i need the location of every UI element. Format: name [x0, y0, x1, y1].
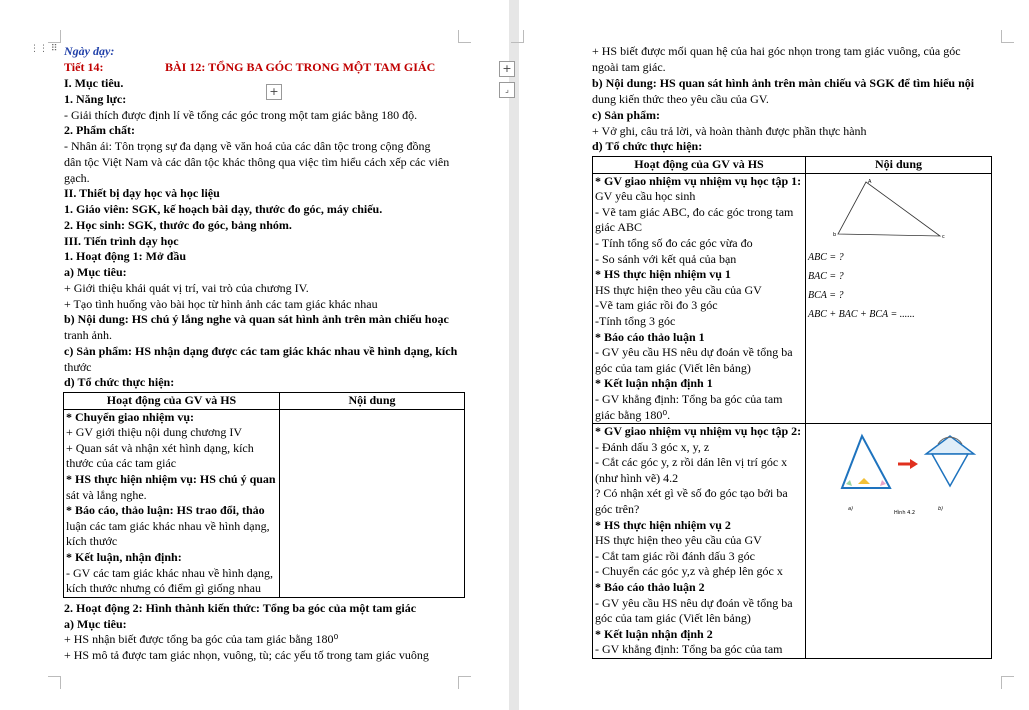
- table-cell-line: * HS thực hiện nhiệm vụ: HS chú ý quan: [66, 471, 276, 486]
- table-cell-line: kích thước nhưng có điểm gì giống nhau: [66, 581, 261, 596]
- text-line: b) Nội dung: HS chú ý lắng nghe và quan sát hình ảnh trên màn chiếu hoạc: [64, 312, 449, 327]
- angle-formulas: [808, 248, 989, 324]
- table-cell-line: - Đánh dấu 3 góc x, y, z: [595, 439, 710, 454]
- table-cell-figure-1: [806, 173, 992, 424]
- angles-joined-top: [926, 436, 974, 454]
- table-cell-figure-2: [806, 424, 992, 659]
- formula-abc: ABC = ?: [808, 251, 844, 263]
- table-cell-line: * Báo cáo thảo luận 2: [595, 580, 705, 595]
- text-line: + HS mô tả được tam giác nhọn, vuông, tù; các yếu tố trong tam giác vuông: [64, 647, 429, 662]
- text-line: 1. Giáo viên: SGK, kế hoạch bài dạy, thước đo góc, máy chiếu.: [64, 202, 383, 216]
- text-line: c) Sản phẩm:: [592, 107, 661, 122]
- table-cell-line: - Chuyển các góc y,z và ghép lên góc x: [595, 564, 783, 579]
- table-cell-line: * GV giao nhiệm vụ nhiệm vụ học tập 1:: [595, 173, 802, 188]
- table-cell-line: HS thực hiện theo yêu cầu của GV: [595, 533, 762, 548]
- text-line: a) Mục tiêu:: [64, 616, 127, 631]
- text-line: 2. Phẩm chất:: [64, 123, 135, 138]
- figure-label-a: a): [848, 506, 854, 513]
- triangle-abc-figure: [808, 176, 988, 242]
- arrow-right-icon: [910, 459, 918, 469]
- table-cell-line: giác ABC: [595, 220, 642, 235]
- table-cell-line: - GV khẳng định: Tổng ba góc của tam: [595, 642, 783, 657]
- table-cell-line: + Quan sát và nhận xét hình dạng, kích: [66, 440, 254, 455]
- margin-corner-mark: [458, 676, 471, 689]
- text-line: 2. Hoạt động 2: Hình thành kiến thức: Tổng ba góc của một tam giác: [64, 601, 417, 615]
- margin-corner-mark: [458, 30, 471, 43]
- table-cell-activity: [64, 409, 280, 597]
- table-cell-line: luận các tam giác khác nhau về hình dạng,: [66, 518, 270, 533]
- text-line: + Tạo tình huống vào bài học từ hình ảnh các tam giác khác nhau: [64, 296, 378, 311]
- triangle-figure-b: [932, 454, 968, 486]
- text-line: d) Tổ chức thực hiện:: [64, 375, 175, 390]
- table-header-activity: Hoạt động của GV và HS: [593, 157, 806, 174]
- table-header-activity: Hoạt động của GV và HS: [64, 393, 280, 410]
- table-cell-line: * HS thực hiện nhiệm vụ 1: [595, 267, 731, 282]
- text-line: dân tộc Việt Nam và các dân tộc khác thông qua việc tìm hiểu cách xếp các viên: [64, 154, 450, 169]
- vertex-label-c: c: [942, 233, 945, 240]
- add-row-icon[interactable]: +: [266, 84, 282, 100]
- date-label: Ngày dạy:: [64, 44, 115, 58]
- text-line: - Nhân ái: Tôn trọng sự đa dạng về văn hoá của các dân tộc trong cộng đồng: [64, 139, 431, 153]
- activity-table-1: [63, 392, 465, 598]
- table-cell-line: * Kết luận, nhận định:: [66, 549, 182, 564]
- text-line: + Giới thiệu khái quát vị trí, vai trò của chương IV.: [64, 280, 309, 295]
- text-line: 1. Hoạt động 1: Mở đầu: [64, 249, 186, 264]
- figure-4-2: [808, 426, 988, 522]
- vertex-label-a: A: [868, 178, 872, 185]
- table-cell-line: - Vẽ tam giác ABC, đo các góc trong tam: [595, 204, 794, 219]
- text-line: tranh ảnh.: [64, 328, 112, 342]
- table-cell-line: * GV giao nhiệm vụ nhiệm vụ học tập 2:: [595, 424, 802, 439]
- formula-sum: ABC + BAC + BCA = ......: [808, 308, 915, 320]
- formula-bca: BCA = ?: [808, 289, 844, 301]
- text-line: 1. Năng lực:: [64, 91, 127, 106]
- activity-table-2: [592, 156, 992, 659]
- table-cell-task-1: [593, 173, 806, 424]
- text-line: thước: [64, 359, 92, 374]
- table-cell-line: - GV yêu cầu HS nêu dự đoán về tổng ba: [595, 345, 793, 360]
- vertex-label-b: b: [833, 231, 837, 238]
- figure-caption: Hình 4.2: [894, 510, 916, 517]
- document-page-right: [502, 0, 1029, 710]
- lesson-title: BÀI 12: TỔNG BA GÓC TRONG MỘT TAM GIÁC: [165, 60, 436, 74]
- document-page-left: [0, 0, 509, 710]
- add-column-icon[interactable]: +: [499, 61, 515, 77]
- text-line: ngoài tam giác.: [592, 59, 666, 74]
- text-line: 2. Học sinh: SGK, thước đo góc, bảng nhóm.: [64, 217, 292, 232]
- text-line: dung kiến thức theo yêu cầu của GV.: [592, 91, 769, 106]
- lesson-period: Tiết 14:: [64, 60, 104, 74]
- table-header-content: Nội dung: [806, 157, 992, 174]
- table-cell-line: * Kết luận nhận định 2: [595, 626, 713, 641]
- table-cell-line: HS thực hiện theo yêu cầu của GV: [595, 282, 762, 297]
- text-line: - Giải thích được định lí về tổng các góc trong một tam giác bằng 180 độ.: [64, 107, 418, 122]
- table-cell-content: [280, 409, 465, 597]
- text-line: gạch.: [64, 170, 90, 185]
- table-cell-line: -Tính tổng 3 góc: [595, 313, 676, 328]
- table-cell-line: góc của tam giác (Viết lên bảng): [595, 611, 751, 626]
- figure-label-b: b): [938, 506, 944, 513]
- table-cell-line: kích thước: [66, 534, 118, 549]
- table-cell-line: - GV yêu cầu HS nêu dự đoán về tổng ba: [595, 595, 793, 610]
- text-line: II. Thiết bị dạy học và học liệu: [64, 186, 220, 201]
- resize-handle-icon[interactable]: ⌟: [499, 82, 515, 98]
- drag-handle-icon[interactable]: ⋮⋮ ⠿: [30, 44, 58, 54]
- table-header-content: Nội dung: [280, 393, 465, 410]
- table-cell-line: giác bằng 180⁰.: [595, 407, 671, 422]
- formula-bac: BAC = ?: [808, 270, 844, 282]
- margin-corner-mark: [48, 676, 61, 689]
- table-cell-line: * HS thực hiện nhiệm vụ 2: [595, 517, 731, 532]
- table-cell-line: - GV khẳng định: Tổng ba góc của tam: [595, 391, 783, 406]
- table-cell-line: ? Có nhận xét gì về số đo góc tạo bởi ba: [595, 486, 788, 501]
- text-line: c) Sản phẩm: HS nhận dạng được các tam giác khác nhau về hình dạng, kích: [64, 343, 458, 358]
- text-line: III. Tiến trình dạy học: [64, 233, 179, 248]
- table-cell-line: - So sánh với kết quả của bạn: [595, 251, 737, 266]
- text-line: a) Mục tiêu:: [64, 265, 127, 279]
- table-cell-line: - Cắt tam giác rồi đánh dấu 3 góc: [595, 548, 755, 563]
- table-cell-line: + GV giới thiệu nội dung chương IV: [66, 425, 243, 440]
- table-cell-task-2: [593, 424, 806, 659]
- table-cell-line: * Báo cáo thảo luận 1: [595, 329, 705, 344]
- triangle-abc: [838, 182, 940, 236]
- table-cell-line: thước của các tam giác: [66, 456, 177, 471]
- table-cell-line: GV yêu cầu học sinh: [595, 189, 696, 204]
- text-line: + HS biết được mối quan hệ của hai góc nhọn trong tam giác vuông, của góc: [592, 44, 961, 58]
- text-line: b) Nội dung: HS quan sát hình ảnh trên màn chiếu và SGK để tìm hiểu nội: [592, 75, 975, 90]
- text-line: d) Tổ chức thực hiện:: [592, 139, 703, 154]
- table-cell-line: (như hình vẽ) 4.2: [595, 470, 679, 485]
- text-line: + Vở ghi, câu trả lời, và hoàn thành được phần thực hành: [592, 123, 867, 138]
- margin-corner-mark: [1001, 30, 1014, 43]
- margin-corner-mark: [1001, 676, 1014, 689]
- table-cell-line: - Tính tổng số đo các góc vừa đo: [595, 235, 753, 250]
- table-cell-line: * Báo cáo, thảo luận: HS trao đổi, thảo: [66, 503, 265, 518]
- margin-corner-mark: [511, 30, 524, 43]
- text-line: I. Mục tiêu.: [64, 76, 124, 90]
- table-cell-line: góc trên?: [595, 502, 640, 517]
- table-cell-line: sát và lắng nghe.: [66, 487, 147, 502]
- table-cell-line: góc của tam giác (Viết lên bảng): [595, 360, 751, 375]
- table-cell-line: * Kết luận nhận định 1: [595, 376, 713, 391]
- table-cell-line: - Cắt các góc y, z rồi dán lên vị trí góc x: [595, 455, 788, 470]
- margin-corner-mark: [48, 30, 61, 43]
- table-cell-line: - GV các tam giác khác nhau về hình dạng,: [66, 565, 274, 580]
- table-cell-line: -Vẽ tam giác rồi đo 3 góc: [595, 298, 718, 313]
- table-cell-line: * Chuyển giao nhiệm vụ:: [66, 409, 195, 424]
- text-line: + HS nhận biết được tổng ba góc của tam giác bằng 180⁰: [64, 632, 339, 646]
